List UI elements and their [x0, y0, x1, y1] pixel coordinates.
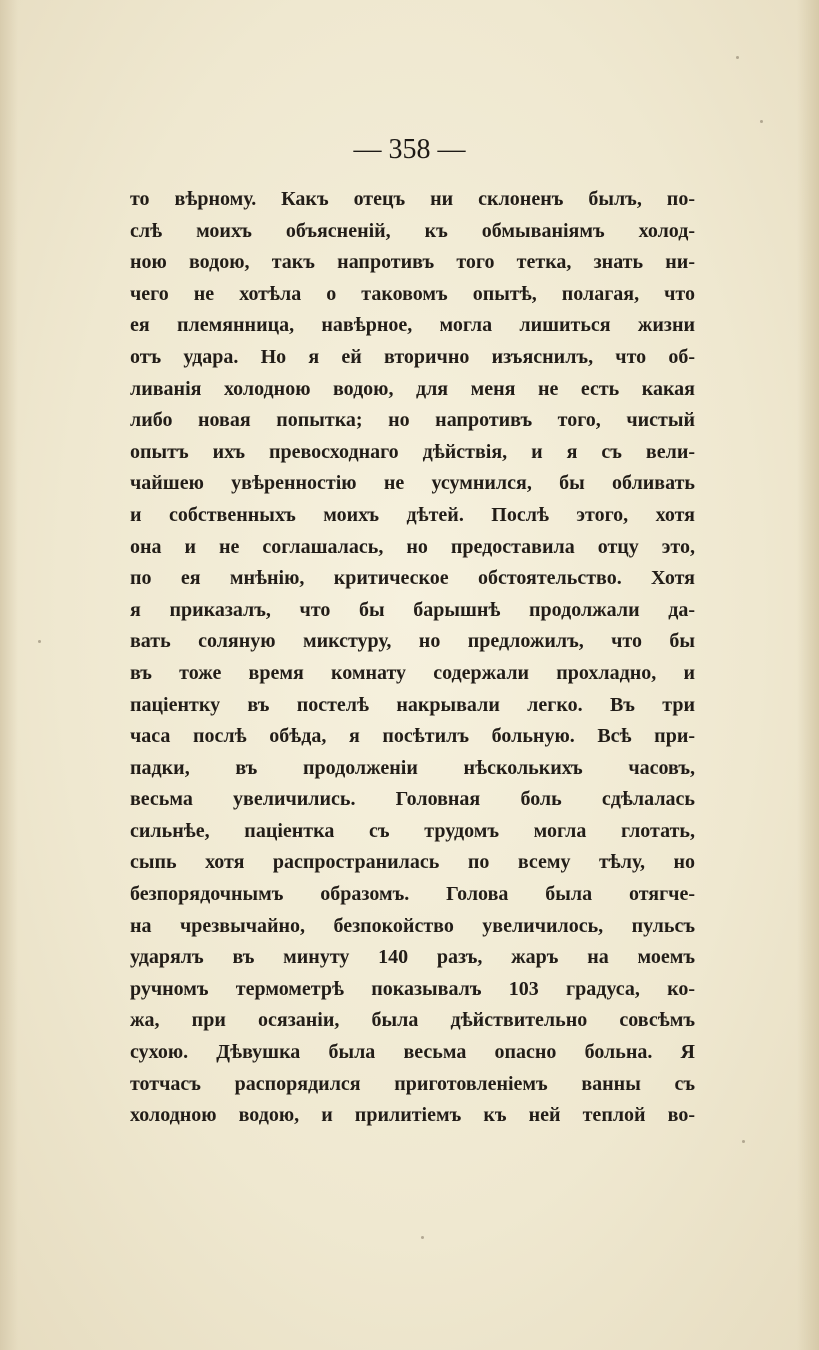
text-line: холодною водою, и прилитіемъ къ ней теплой во- [130, 1104, 695, 1127]
text-line: тотчасъ распорядился приготовленіемъ ванны съ [130, 1072, 695, 1095]
paper-speck [421, 1236, 424, 1239]
text-line: часа послѣ обѣда, я посѣтилъ больную. Всѣ при- [130, 725, 695, 748]
page-edge-shadow-left [0, 0, 18, 1350]
paper-speck [760, 120, 763, 123]
text-line: отъ удара. Но я ей вторично изъяснилъ, что об- [130, 345, 695, 368]
text-line: сильнѣе, паціентка съ трудомъ могла глотать, [130, 819, 695, 842]
text-line: либо новая попытка; но напротивъ того, чистый [130, 409, 695, 432]
page-number: — 358 — [353, 134, 466, 165]
text-line: безпорядочнымъ образомъ. Голова была отягче- [130, 883, 695, 906]
text-line: сыпь хотя распространилась по всему тѣлу, но [130, 851, 695, 874]
text-line: ною водою, такъ напротивъ того тетка, знать ни- [130, 251, 695, 274]
paper-speck [38, 640, 41, 643]
text-line: весьма увеличились. Головная боль сдѣлалась [130, 788, 695, 811]
text-line: вать соляную микстуру, но предложилъ, что бы [130, 630, 695, 653]
text-line: опытъ ихъ превосходнаго дѣйствія, и я съ вели- [130, 440, 695, 463]
text-line: слѣ моихъ объясненій, къ обмыванiямъ холод- [130, 219, 695, 242]
text-line: ливанія холодною водою, для меня не есть какая [130, 377, 695, 400]
text-line: на чрезвычайно, безпокойство увеличилось, пульсъ [130, 914, 695, 937]
text-line: ударялъ въ минуту 140 разъ, жаръ на моемъ [130, 946, 695, 969]
text-line: ея племянница, навѣрное, могла лишиться жизни [130, 314, 695, 337]
body-text [130, 184, 695, 1132]
paper-speck [742, 1140, 745, 1143]
text-line: и собственныхъ моихъ дѣтей. Послѣ этого, хотя [130, 503, 695, 526]
text-line: чайшею увѣренностію не усумнился, бы обливать [130, 472, 695, 495]
text-line: падки, въ продолженіи нѣсколькихъ часовъ, [130, 756, 695, 779]
text-line: ручномъ термометрѣ показывалъ 103 градуса, ко- [130, 977, 695, 1000]
text-line: по ея мнѣнію, критическое обстоятельство. Хотя [130, 567, 695, 590]
text-line: чего не хотѣла о таковомъ опытѣ, полагая, что [130, 282, 695, 305]
text-line: въ тоже время комнату содержали прохладно, и [130, 661, 695, 684]
paper-speck [736, 56, 739, 59]
text-line: то вѣрному. Какъ отецъ ни склоненъ былъ, по- [130, 188, 695, 210]
text-line: паціентку въ постелѣ накрывали легко. Въ три [130, 693, 695, 716]
page-edge-shadow-right [797, 0, 819, 1350]
text-line: она и не соглашалась, но предоставила отцу это, [130, 535, 695, 558]
text-line: я приказалъ, что бы барышнѣ продолжали да- [130, 598, 695, 621]
text-line: сухою. Дѣвушка была весьма опасно больна. Я [130, 1041, 695, 1064]
text-line: жа, при осязаніи, была дѣйствительно совсѣмъ [130, 1009, 695, 1032]
